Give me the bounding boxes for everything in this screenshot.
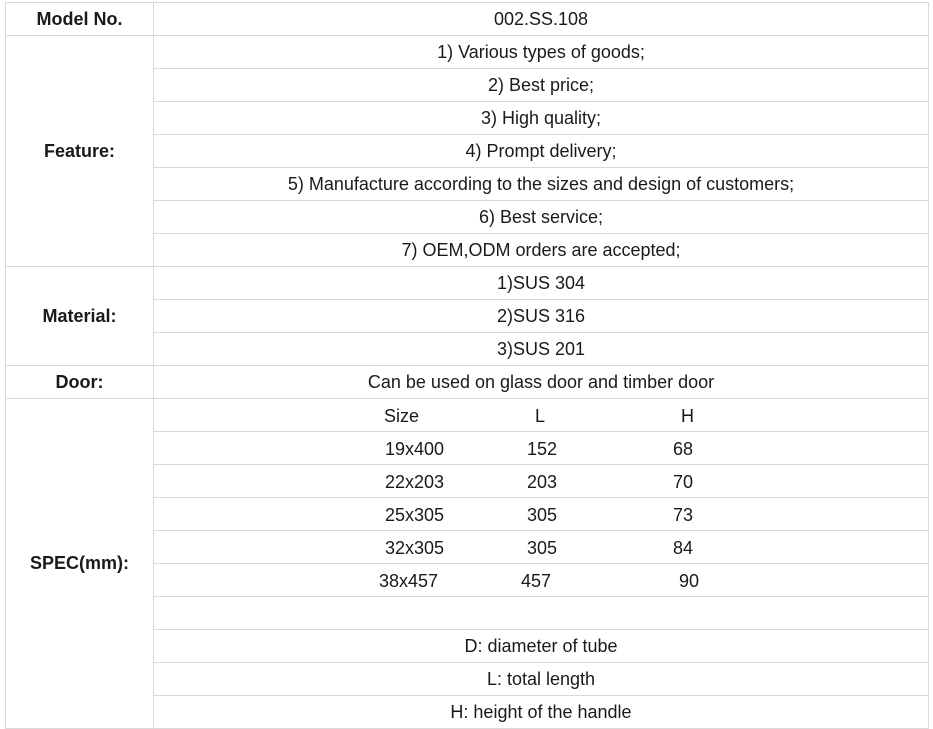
- spec-size: 22x203: [385, 472, 445, 492]
- spec-data-cell: [154, 498, 929, 531]
- spec-line: [154, 564, 928, 596]
- spec-height: 90: [679, 571, 700, 591]
- door-value: Can be used on glass door and timber door: [154, 366, 929, 399]
- spec-length: 457: [521, 571, 552, 591]
- feature-label: Feature:: [6, 36, 154, 267]
- spec-length: 152: [527, 439, 558, 459]
- spec-note: H: height of the handle: [154, 696, 929, 729]
- product-spec-table: [5, 2, 929, 729]
- spec-size: 19x400: [385, 439, 445, 459]
- feature-item: 4) Prompt delivery;: [154, 135, 929, 168]
- spec-data-cell: [154, 564, 929, 597]
- spec-length: 305: [527, 538, 558, 558]
- feature-item: 5) Manufacture according to the sizes and design of customers;: [154, 168, 929, 201]
- spec-header-cell: [154, 399, 929, 432]
- model-label: Model No.: [6, 3, 154, 36]
- spec-size: 32x305: [385, 538, 445, 558]
- feature-item: 6) Best service;: [154, 201, 929, 234]
- material-item: 3)SUS 201: [154, 333, 929, 366]
- spec-note: L: total length: [154, 663, 929, 696]
- spec-length: 305: [527, 505, 558, 525]
- feature-item: 2) Best price;: [154, 69, 929, 102]
- door-row: [6, 366, 929, 399]
- spec-line: [154, 531, 928, 563]
- spec-note: D: diameter of tube: [154, 630, 929, 663]
- door-label: Door:: [6, 366, 154, 399]
- feature-row: [6, 36, 929, 69]
- material-row: [6, 267, 929, 300]
- feature-item: 1) Various types of goods;: [154, 36, 929, 69]
- spec-data-cell: [154, 531, 929, 564]
- spec-header-h: H: [681, 406, 694, 426]
- spec-empty-cell: [154, 597, 929, 630]
- model-value: 002.SS.108: [154, 3, 929, 36]
- spec-height: 68: [673, 439, 694, 459]
- material-item: 1)SUS 304: [154, 267, 929, 300]
- spec-length: 203: [527, 472, 558, 492]
- spec-height: 73: [673, 505, 694, 525]
- spec-label: SPEC(mm):: [6, 399, 154, 729]
- spec-size: 38x457: [379, 571, 439, 591]
- spec-data-cell: [154, 465, 929, 498]
- spec-data-cell: [154, 432, 929, 465]
- material-label: Material:: [6, 267, 154, 366]
- material-item: 2)SUS 316: [154, 300, 929, 333]
- model-row: [6, 3, 929, 36]
- feature-item: 3) High quality;: [154, 102, 929, 135]
- feature-item: 7) OEM,ODM orders are accepted;: [154, 234, 929, 267]
- spec-header-size: Size: [384, 406, 420, 426]
- spec-header-l: L: [535, 406, 546, 426]
- spec-size: 25x305: [385, 505, 445, 525]
- spec-header-row: [6, 399, 929, 432]
- spec-height: 70: [673, 472, 694, 492]
- spec-header: [154, 399, 928, 431]
- spec-height: 84: [673, 538, 694, 558]
- spec-line: [154, 498, 928, 530]
- spec-line: [154, 432, 928, 464]
- spec-line: [154, 465, 928, 497]
